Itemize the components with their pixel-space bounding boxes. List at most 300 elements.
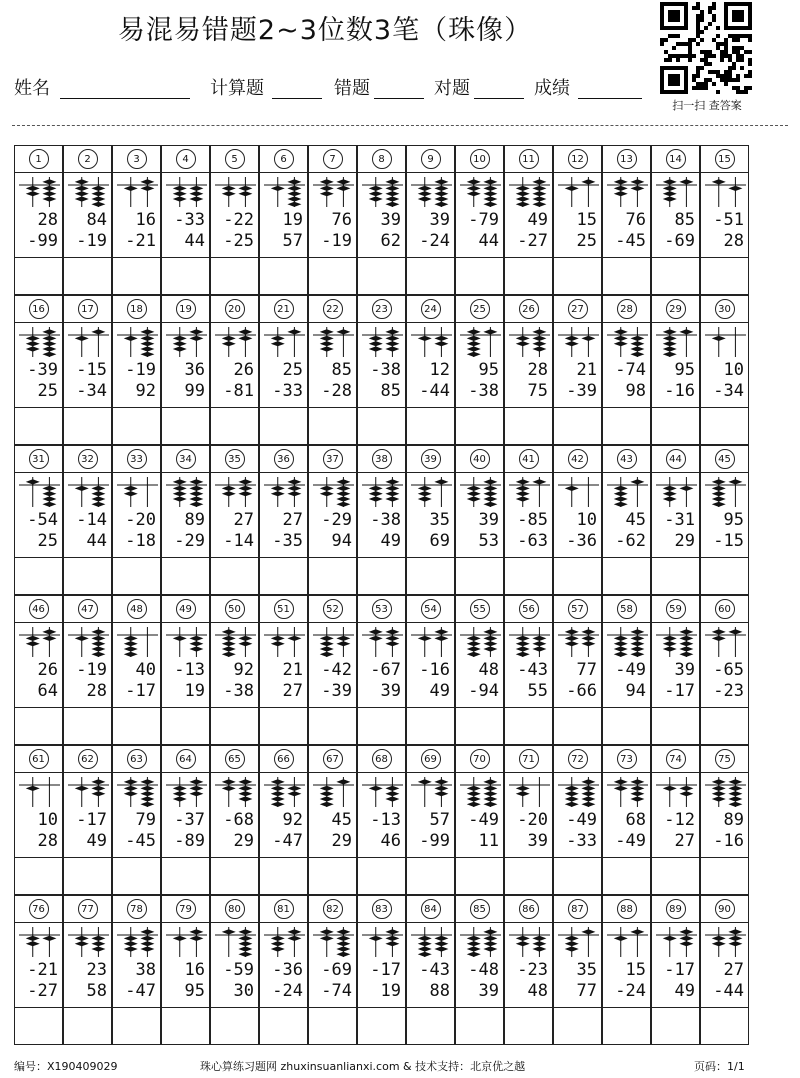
problem-number: 9 (421, 149, 441, 169)
answer-box[interactable] (63, 257, 112, 295)
problem-number: 32 (78, 449, 98, 469)
addend-1: 79 (135, 810, 156, 830)
abacus-beads (17, 625, 62, 659)
answer-box[interactable] (700, 557, 749, 595)
problem-number: 33 (127, 449, 147, 469)
answer-box[interactable] (161, 857, 210, 895)
addend-2: 39 (380, 681, 401, 701)
cut-line-divider (12, 125, 788, 126)
problem-cell (602, 173, 651, 257)
problem-number: 16 (29, 299, 49, 319)
problem-numbers (223, 360, 254, 402)
problem-number: 10 (470, 149, 490, 169)
problem-number-cell (161, 145, 210, 173)
addend-2: -74 (321, 981, 352, 1001)
answer-box[interactable] (210, 707, 259, 745)
problem-number-cell (210, 895, 259, 923)
answer-box[interactable] (308, 707, 357, 745)
answer-box[interactable] (112, 257, 161, 295)
problem-number-cell (161, 595, 210, 623)
problem-cell (112, 173, 161, 257)
problem-numbers (38, 810, 58, 852)
addend-2: -38 (468, 381, 499, 401)
addend-2: -81 (223, 381, 254, 401)
answer-box[interactable] (504, 557, 553, 595)
problem-number-cell (553, 895, 602, 923)
answer-box[interactable] (63, 1007, 112, 1045)
footer-site: 珠心算练习题网 zhuxinsuanlianxi.com & 技术支持：北京优之越 (200, 1060, 526, 1073)
abacus-beads (213, 475, 258, 509)
problem-number-cell (504, 145, 553, 173)
problem-cell (651, 623, 700, 707)
answer-box[interactable] (455, 407, 504, 445)
problem-numbers (517, 660, 548, 702)
problem-numbers (430, 510, 450, 552)
answer-box[interactable] (700, 407, 749, 445)
problem-number: 37 (323, 449, 343, 469)
answer-box[interactable] (14, 857, 63, 895)
abacus-beads (17, 175, 62, 209)
answer-box[interactable] (553, 1007, 602, 1045)
abacus-beads (507, 775, 552, 809)
answer-box[interactable] (651, 707, 700, 745)
answer-box[interactable] (455, 707, 504, 745)
addend-2: 57 (282, 231, 303, 251)
answer-box[interactable] (357, 257, 406, 295)
problem-cell (210, 473, 259, 557)
problem-number: 90 (715, 899, 735, 919)
answer-box[interactable] (504, 707, 553, 745)
problem-cell (259, 923, 308, 1007)
problem-cell (63, 773, 112, 857)
abacus-beads (164, 925, 209, 959)
addend-2: -28 (321, 381, 352, 401)
problem-cell (504, 173, 553, 257)
answer-box[interactable] (651, 857, 700, 895)
problem-cell (308, 173, 357, 257)
addend-1: -22 (223, 210, 254, 230)
abacus-beads (164, 775, 209, 809)
right-blank[interactable] (474, 98, 524, 99)
problem-number: 69 (421, 749, 441, 769)
problem-number-cell (700, 445, 749, 473)
addend-1: 39 (478, 510, 499, 530)
answer-box[interactable] (602, 557, 651, 595)
answer-box[interactable] (259, 1007, 308, 1045)
abacus-beads (164, 175, 209, 209)
abacus-beads (164, 475, 209, 509)
addend-1: 84 (86, 210, 107, 230)
abacus-beads (262, 775, 307, 809)
answer-box[interactable] (14, 407, 63, 445)
addend-2: -19 (321, 231, 352, 251)
abacus-beads (507, 325, 552, 359)
answer-box[interactable] (161, 407, 210, 445)
problem-cell (259, 473, 308, 557)
problem-number-cell (308, 295, 357, 323)
answer-box[interactable] (112, 707, 161, 745)
answer-box[interactable] (553, 407, 602, 445)
answer-box[interactable] (112, 407, 161, 445)
abacus-beads (66, 175, 111, 209)
problem-numbers (517, 810, 548, 852)
answer-box[interactable] (553, 707, 602, 745)
answer-box[interactable] (14, 1007, 63, 1045)
problem-number-cell (112, 295, 161, 323)
addend-2: -63 (517, 531, 548, 551)
answer-box[interactable] (308, 407, 357, 445)
problem-number-cell (651, 895, 700, 923)
addend-2: 95 (184, 981, 205, 1001)
addend-1: -37 (174, 810, 205, 830)
problem-numbers (223, 210, 254, 252)
addend-1: -69 (321, 960, 352, 980)
answer-box[interactable] (406, 257, 455, 295)
answer-box[interactable] (553, 557, 602, 595)
answer-box[interactable] (308, 1007, 357, 1045)
wrong-blank[interactable] (374, 98, 424, 99)
problem-cell (602, 773, 651, 857)
problem-number: 56 (519, 599, 539, 619)
addend-2: -62 (615, 531, 646, 551)
answer-box[interactable] (651, 257, 700, 295)
abacus-beads (262, 475, 307, 509)
answer-box[interactable] (210, 257, 259, 295)
problem-numbers (468, 210, 499, 252)
problem-cell (357, 473, 406, 557)
problem-number-cell (700, 745, 749, 773)
student-info-line (14, 74, 654, 104)
abacus-beads (703, 925, 748, 959)
answer-box[interactable] (308, 257, 357, 295)
calc-blank[interactable] (272, 98, 322, 99)
addend-1: -21 (27, 960, 58, 980)
answer-box[interactable] (14, 257, 63, 295)
problem-cell (63, 473, 112, 557)
addend-1: 36 (184, 360, 205, 380)
abacus-beads (213, 925, 258, 959)
addend-1: 95 (674, 360, 695, 380)
answer-box[interactable] (406, 407, 455, 445)
problem-number: 49 (176, 599, 196, 619)
addend-2: -34 (76, 381, 107, 401)
addend-1: 39 (380, 210, 401, 230)
problem-cell (553, 323, 602, 407)
answer-box[interactable] (357, 557, 406, 595)
footer (0, 1058, 800, 1074)
problem-number: 60 (715, 599, 735, 619)
problem-numbers (76, 510, 107, 552)
problem-numbers (283, 660, 303, 702)
addend-1: 77 (576, 660, 597, 680)
problem-number: 55 (470, 599, 490, 619)
problem-numbers (223, 660, 254, 702)
addend-1: -49 (566, 810, 597, 830)
problem-cell (602, 473, 651, 557)
answer-box[interactable] (504, 257, 553, 295)
addend-2: -47 (125, 981, 156, 1001)
answer-box[interactable] (63, 707, 112, 745)
abacus-beads (605, 325, 650, 359)
answer-box[interactable] (504, 407, 553, 445)
abacus-beads (703, 775, 748, 809)
problem-numbers (419, 210, 450, 252)
problem-cell (161, 773, 210, 857)
problem-number-cell (357, 445, 406, 473)
answer-box[interactable] (406, 707, 455, 745)
answer-box[interactable] (357, 707, 406, 745)
problem-numbers (664, 660, 695, 702)
problem-number: 81 (274, 899, 294, 919)
qr-caption: 扫一扫 查答案 (672, 99, 742, 112)
answer-box[interactable] (210, 857, 259, 895)
answer-box[interactable] (406, 1007, 455, 1045)
problem-numbers (27, 360, 58, 402)
problem-numbers (713, 510, 744, 552)
problem-cell (308, 623, 357, 707)
addend-2: 98 (625, 381, 646, 401)
problem-numbers (223, 510, 254, 552)
answer-box[interactable] (210, 557, 259, 595)
addend-2: 49 (86, 831, 107, 851)
problem-grid (14, 145, 750, 1046)
answer-box[interactable] (553, 857, 602, 895)
abacus-beads (17, 775, 62, 809)
addend-1: -20 (125, 510, 156, 530)
addend-2: 75 (527, 381, 548, 401)
abacus-beads (311, 925, 356, 959)
answer-box[interactable] (357, 407, 406, 445)
answer-box[interactable] (602, 707, 651, 745)
name-label: 姓名 (14, 78, 50, 99)
problem-number-cell (308, 595, 357, 623)
answer-box[interactable] (161, 257, 210, 295)
answer-box[interactable] (161, 707, 210, 745)
addend-2: -89 (174, 831, 205, 851)
problem-number: 45 (715, 449, 735, 469)
problem-cell (14, 173, 63, 257)
addend-1: -36 (272, 960, 303, 980)
problem-cell (700, 173, 749, 257)
problem-number: 78 (127, 899, 147, 919)
abacus-beads (654, 175, 699, 209)
addend-1: -67 (370, 660, 401, 680)
problem-cell (651, 773, 700, 857)
problem-number-cell (161, 895, 210, 923)
abacus-beads (409, 775, 454, 809)
problem-number-cell (602, 445, 651, 473)
addend-1: 92 (282, 810, 303, 830)
problem-number-cell (259, 295, 308, 323)
addend-1: -19 (76, 660, 107, 680)
addend-2: 29 (331, 831, 352, 851)
problem-numbers (174, 810, 205, 852)
problem-cell (553, 623, 602, 707)
answer-box[interactable] (406, 557, 455, 595)
addend-1: -51 (713, 210, 744, 230)
problem-number: 58 (617, 599, 637, 619)
problem-number: 15 (715, 149, 735, 169)
problem-number-cell (700, 595, 749, 623)
problem-numbers (419, 360, 450, 402)
abacus-beads (703, 325, 748, 359)
abacus-beads (360, 625, 405, 659)
problem-cell (357, 173, 406, 257)
problem-numbers (27, 960, 58, 1002)
addend-2: -24 (615, 981, 646, 1001)
problem-number-cell (357, 145, 406, 173)
addend-1: 85 (674, 210, 695, 230)
problem-cell (210, 323, 259, 407)
problem-number: 64 (176, 749, 196, 769)
answer-box[interactable] (308, 557, 357, 595)
addend-1: 10 (37, 810, 58, 830)
addend-2: -33 (566, 831, 597, 851)
problem-cell (455, 473, 504, 557)
answer-box[interactable] (700, 1007, 749, 1045)
answer-box[interactable] (651, 1007, 700, 1045)
answer-box[interactable] (602, 1007, 651, 1045)
answer-box[interactable] (63, 407, 112, 445)
answer-box[interactable] (259, 257, 308, 295)
answer-box[interactable] (455, 557, 504, 595)
answer-box[interactable] (651, 557, 700, 595)
addend-1: 27 (723, 960, 744, 980)
right-label: 对题 (434, 78, 470, 99)
answer-box[interactable] (308, 857, 357, 895)
abacus-beads (311, 175, 356, 209)
answer-box[interactable] (259, 407, 308, 445)
problem-number: 36 (274, 449, 294, 469)
problem-number-cell (602, 895, 651, 923)
problem-cell (14, 323, 63, 407)
answer-box[interactable] (602, 857, 651, 895)
problem-numbers (566, 510, 597, 552)
answer-box[interactable] (63, 557, 112, 595)
abacus-beads (507, 925, 552, 959)
name-blank[interactable] (60, 98, 190, 99)
addend-2: 19 (184, 681, 205, 701)
answer-box[interactable] (14, 557, 63, 595)
addend-1: -20 (517, 810, 548, 830)
problem-number: 29 (666, 299, 686, 319)
answer-box[interactable] (161, 557, 210, 595)
addend-1: -17 (370, 960, 401, 980)
answer-box[interactable] (602, 407, 651, 445)
answer-box[interactable] (455, 1007, 504, 1045)
problem-number-cell (602, 145, 651, 173)
abacus-beads (66, 925, 111, 959)
addend-2: 49 (429, 681, 450, 701)
answer-box[interactable] (259, 557, 308, 595)
abacus-beads (311, 475, 356, 509)
addend-2: 44 (86, 531, 107, 551)
answer-box[interactable] (161, 1007, 210, 1045)
problem-numbers (615, 660, 646, 702)
abacus-beads (164, 325, 209, 359)
answer-box[interactable] (357, 1007, 406, 1045)
answer-box[interactable] (602, 257, 651, 295)
addend-1: -17 (76, 810, 107, 830)
answer-box[interactable] (63, 857, 112, 895)
addend-2: -94 (468, 681, 499, 701)
problem-number-cell (259, 895, 308, 923)
problem-number: 30 (715, 299, 735, 319)
answer-box[interactable] (700, 857, 749, 895)
addend-2: -24 (272, 981, 303, 1001)
problem-number: 76 (29, 899, 49, 919)
problem-cell (259, 323, 308, 407)
answer-box[interactable] (504, 857, 553, 895)
answer-box[interactable] (259, 707, 308, 745)
answer-box[interactable] (14, 707, 63, 745)
problem-number: 1 (29, 149, 49, 169)
abacus-beads (409, 325, 454, 359)
addend-1: -29 (321, 510, 352, 530)
answer-box[interactable] (700, 257, 749, 295)
problem-number-cell (406, 145, 455, 173)
answer-box[interactable] (651, 407, 700, 445)
answer-box[interactable] (112, 1007, 161, 1045)
problem-numbers (713, 810, 744, 852)
problem-numbers (272, 510, 303, 552)
problem-cell (210, 773, 259, 857)
problem-number-cell (455, 595, 504, 623)
problem-number-cell (112, 595, 161, 623)
problem-number: 18 (127, 299, 147, 319)
problem-number-cell (651, 145, 700, 173)
addend-1: 39 (674, 660, 695, 680)
problem-number: 41 (519, 449, 539, 469)
problem-cell (504, 323, 553, 407)
answer-box[interactable] (357, 857, 406, 895)
problem-numbers (38, 660, 58, 702)
answer-box[interactable] (700, 707, 749, 745)
abacus-beads (605, 475, 650, 509)
answer-box[interactable] (455, 857, 504, 895)
addend-2: -36 (566, 531, 597, 551)
addend-1: -74 (615, 360, 646, 380)
answer-box[interactable] (210, 1007, 259, 1045)
problem-number: 28 (617, 299, 637, 319)
answer-box[interactable] (406, 857, 455, 895)
answer-box[interactable] (553, 257, 602, 295)
answer-box[interactable] (455, 257, 504, 295)
answer-box[interactable] (259, 857, 308, 895)
answer-box[interactable] (112, 557, 161, 595)
addend-2: 49 (674, 981, 695, 1001)
problem-number-cell (112, 445, 161, 473)
problem-cell (602, 923, 651, 1007)
problem-number-cell (63, 895, 112, 923)
addend-2: -45 (615, 231, 646, 251)
abacus-beads (654, 625, 699, 659)
answer-box[interactable] (504, 1007, 553, 1045)
problem-number-cell (602, 745, 651, 773)
problem-number-cell (406, 895, 455, 923)
answer-box[interactable] (210, 407, 259, 445)
problem-numbers (125, 210, 156, 252)
problem-number: 7 (323, 149, 343, 169)
score-blank[interactable] (578, 98, 642, 99)
answer-box[interactable] (112, 857, 161, 895)
addend-1: -17 (664, 960, 695, 980)
addend-1: 16 (135, 210, 156, 230)
problem-cell (259, 173, 308, 257)
addend-1: -12 (664, 810, 695, 830)
problem-numbers (615, 360, 646, 402)
problem-number: 34 (176, 449, 196, 469)
